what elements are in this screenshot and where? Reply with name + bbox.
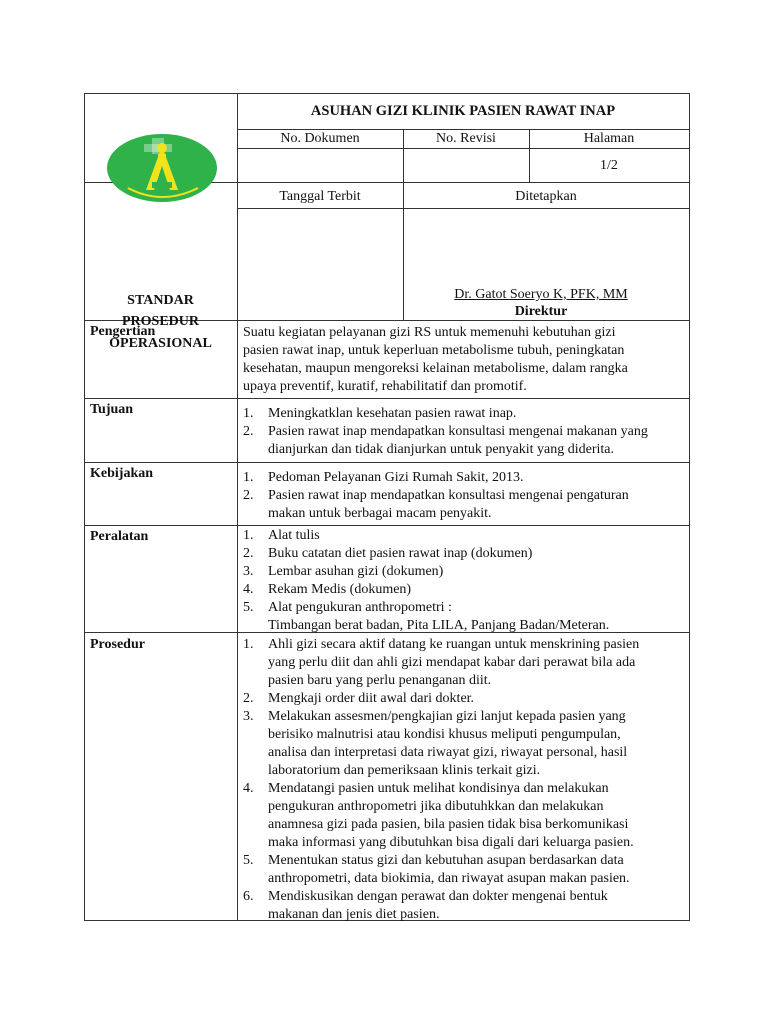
list-item-number: 2.: [243, 488, 254, 503]
document-title: ASUHAN GIZI KLINIK PASIEN RAWAT INAP: [310, 103, 616, 119]
list-item-line: Buku catatan diet pasien rawat inap (dokumen): [268, 546, 533, 561]
label-prosedur: Prosedur: [90, 637, 145, 652]
list-item: [238, 545, 688, 563]
list-item: [238, 469, 688, 487]
list-item: [238, 852, 688, 888]
hospital-logo: [106, 132, 220, 206]
peralatan-list: [238, 527, 688, 635]
list-item-number: 6.: [243, 889, 254, 904]
sop-label-standar: STANDAR: [127, 293, 194, 308]
list-item-line: Timbangan berat badan, Pita LILA, Panjang Badan/Meteran.: [268, 618, 610, 633]
list-item-number: 2.: [243, 546, 254, 561]
list-item-line: Alat tulis: [268, 528, 320, 543]
list-item-line: analisa dan interpretasi data riwayat gizi, riwayat personal, hasil: [268, 745, 628, 760]
list-item-line: Rekam Medis (dokumen): [268, 582, 412, 597]
pengertian-line: upaya preventif, kuratif, rehabilitatif dan promotif.: [243, 379, 527, 394]
halaman-value: 1/2: [600, 158, 618, 173]
list-item-line: Lembar asuhan gizi (dokumen): [268, 564, 444, 579]
list-item-line: Menentukan status gizi dan kebutuhan asupan berdasarkan data: [268, 853, 624, 868]
ditetapkan-label: Ditetapkan: [515, 189, 577, 204]
list-item-line: Pedoman Pelayanan Gizi Rumah Sakit, 2013.: [268, 470, 524, 485]
list-item-line: pengukuran anthropometri jika dibutuhkkan dan melakukan: [268, 799, 604, 814]
tujuan-list: [238, 405, 688, 459]
list-item-line: Pasien rawat inap mendapatkan konsultasi mengenai makanan yang: [268, 424, 648, 439]
list-item: [238, 888, 688, 924]
list-item: [238, 405, 688, 423]
list-item-line: Mengkaji order diit awal dari dokter.: [268, 691, 475, 706]
list-item-line: dianjurkan dan tidak dianjurkan untuk penyakit yang diderita.: [268, 442, 615, 457]
label-tujuan: Tujuan: [90, 402, 134, 417]
pengertian-line: pasien rawat inap, untuk keperluan metabolisme tubuh, peningkatan: [243, 343, 625, 358]
list-item: [238, 690, 688, 708]
list-item: [238, 563, 688, 581]
list-item-line: anthropometri, data biokimia, dan riwayat asupan makan pasien.: [268, 871, 630, 886]
signer-title: Direktur: [514, 304, 568, 319]
list-item-number: 1.: [243, 528, 254, 543]
sop-label-operasional: OPERASIONAL: [109, 336, 212, 351]
list-item-line: Mendatangi pasien untuk melihat kondisinya dan melakukan: [268, 781, 609, 796]
label-pengertian: Pengertian: [90, 324, 156, 339]
list-item-line: Mendiskusikan dengan perawat dan dokter mengenai bentuk: [268, 889, 608, 904]
list-item-number: 3.: [243, 564, 254, 579]
list-item-line: maka informasi yang dibutuhkan bisa digali dari keluarga pasien.: [268, 835, 634, 850]
col-header-halaman: Halaman: [583, 131, 635, 146]
col-header-revisi: No. Revisi: [436, 131, 496, 146]
list-item-line: Melakukan assesmen/pengkajian gizi lanjut kepada pasien yang: [268, 709, 626, 724]
prosedur-list: [238, 636, 688, 924]
signer-name: Dr. Gatot Soeryo K, PFK, MM: [454, 287, 628, 302]
list-item: [238, 423, 688, 459]
sop-label-prosedur: PROSEDUR: [121, 314, 199, 329]
list-item: [238, 487, 688, 523]
list-item-line: Ahli gizi secara aktif datang ke ruangan untuk menskrining pasien: [268, 637, 640, 652]
list-item-line: makanan dan jenis diet pasien.: [268, 907, 440, 922]
list-item-number: 1.: [243, 406, 254, 421]
list-item-number: 2.: [243, 691, 254, 706]
list-item-line: anamnesa gizi pada pasien, bila pasien tidak bisa berkomunikasi: [268, 817, 629, 832]
tanggal-terbit-label: Tanggal Terbit: [279, 189, 361, 204]
list-item-line: makan untuk berbagai macam penyakit.: [268, 506, 492, 521]
list-item-line: Meningkatklan kesehatan pasien rawat inap.: [268, 406, 517, 421]
list-item: [238, 636, 688, 690]
list-item-number: 5.: [243, 853, 254, 868]
pengertian-line: kesehatan, maupun mengoreksi kelainan metabolisme, dalam rangka: [243, 361, 628, 376]
list-item: [238, 527, 688, 545]
list-item-number: 3.: [243, 709, 254, 724]
list-item-line: pasien baru yang perlu penanganan diit.: [268, 673, 492, 688]
list-item: [238, 581, 688, 599]
label-peralatan: Peralatan: [90, 529, 149, 544]
list-item: [238, 708, 688, 780]
list-item-line: berisiko malnutrisi atau kondisi khusus meliputi pengumpulan,: [268, 727, 621, 742]
list-item: [238, 599, 688, 635]
label-kebijakan: Kebijakan: [90, 466, 154, 481]
list-item-number: 2.: [243, 424, 254, 439]
list-item-number: 1.: [243, 637, 254, 652]
pengertian-line: Suatu kegiatan pelayanan gizi RS untuk memenuhi kebutuhan gizi: [243, 325, 616, 340]
list-item-number: 1.: [243, 470, 254, 485]
kebijakan-list: [238, 469, 688, 523]
list-item-line: Alat pengukuran anthropometri :: [268, 600, 452, 615]
list-item: [238, 780, 688, 852]
list-item-line: yang perlu diit dan ahli gizi mendapat kabar dari perawat bila ada: [268, 655, 636, 670]
list-item-number: 5.: [243, 600, 254, 615]
list-item-number: 4.: [243, 582, 254, 597]
list-item-number: 4.: [243, 781, 254, 796]
list-item-line: Pasien rawat inap mendapatkan konsultasi mengenai pengaturan: [268, 488, 629, 503]
col-header-dokumen: No. Dokumen: [280, 131, 360, 146]
hospital-logo-icon: [106, 132, 220, 206]
list-item-line: laboratorium dan pemeriksaan klinis terkait gizi.: [268, 763, 541, 778]
pengertian-text: [243, 324, 687, 396]
